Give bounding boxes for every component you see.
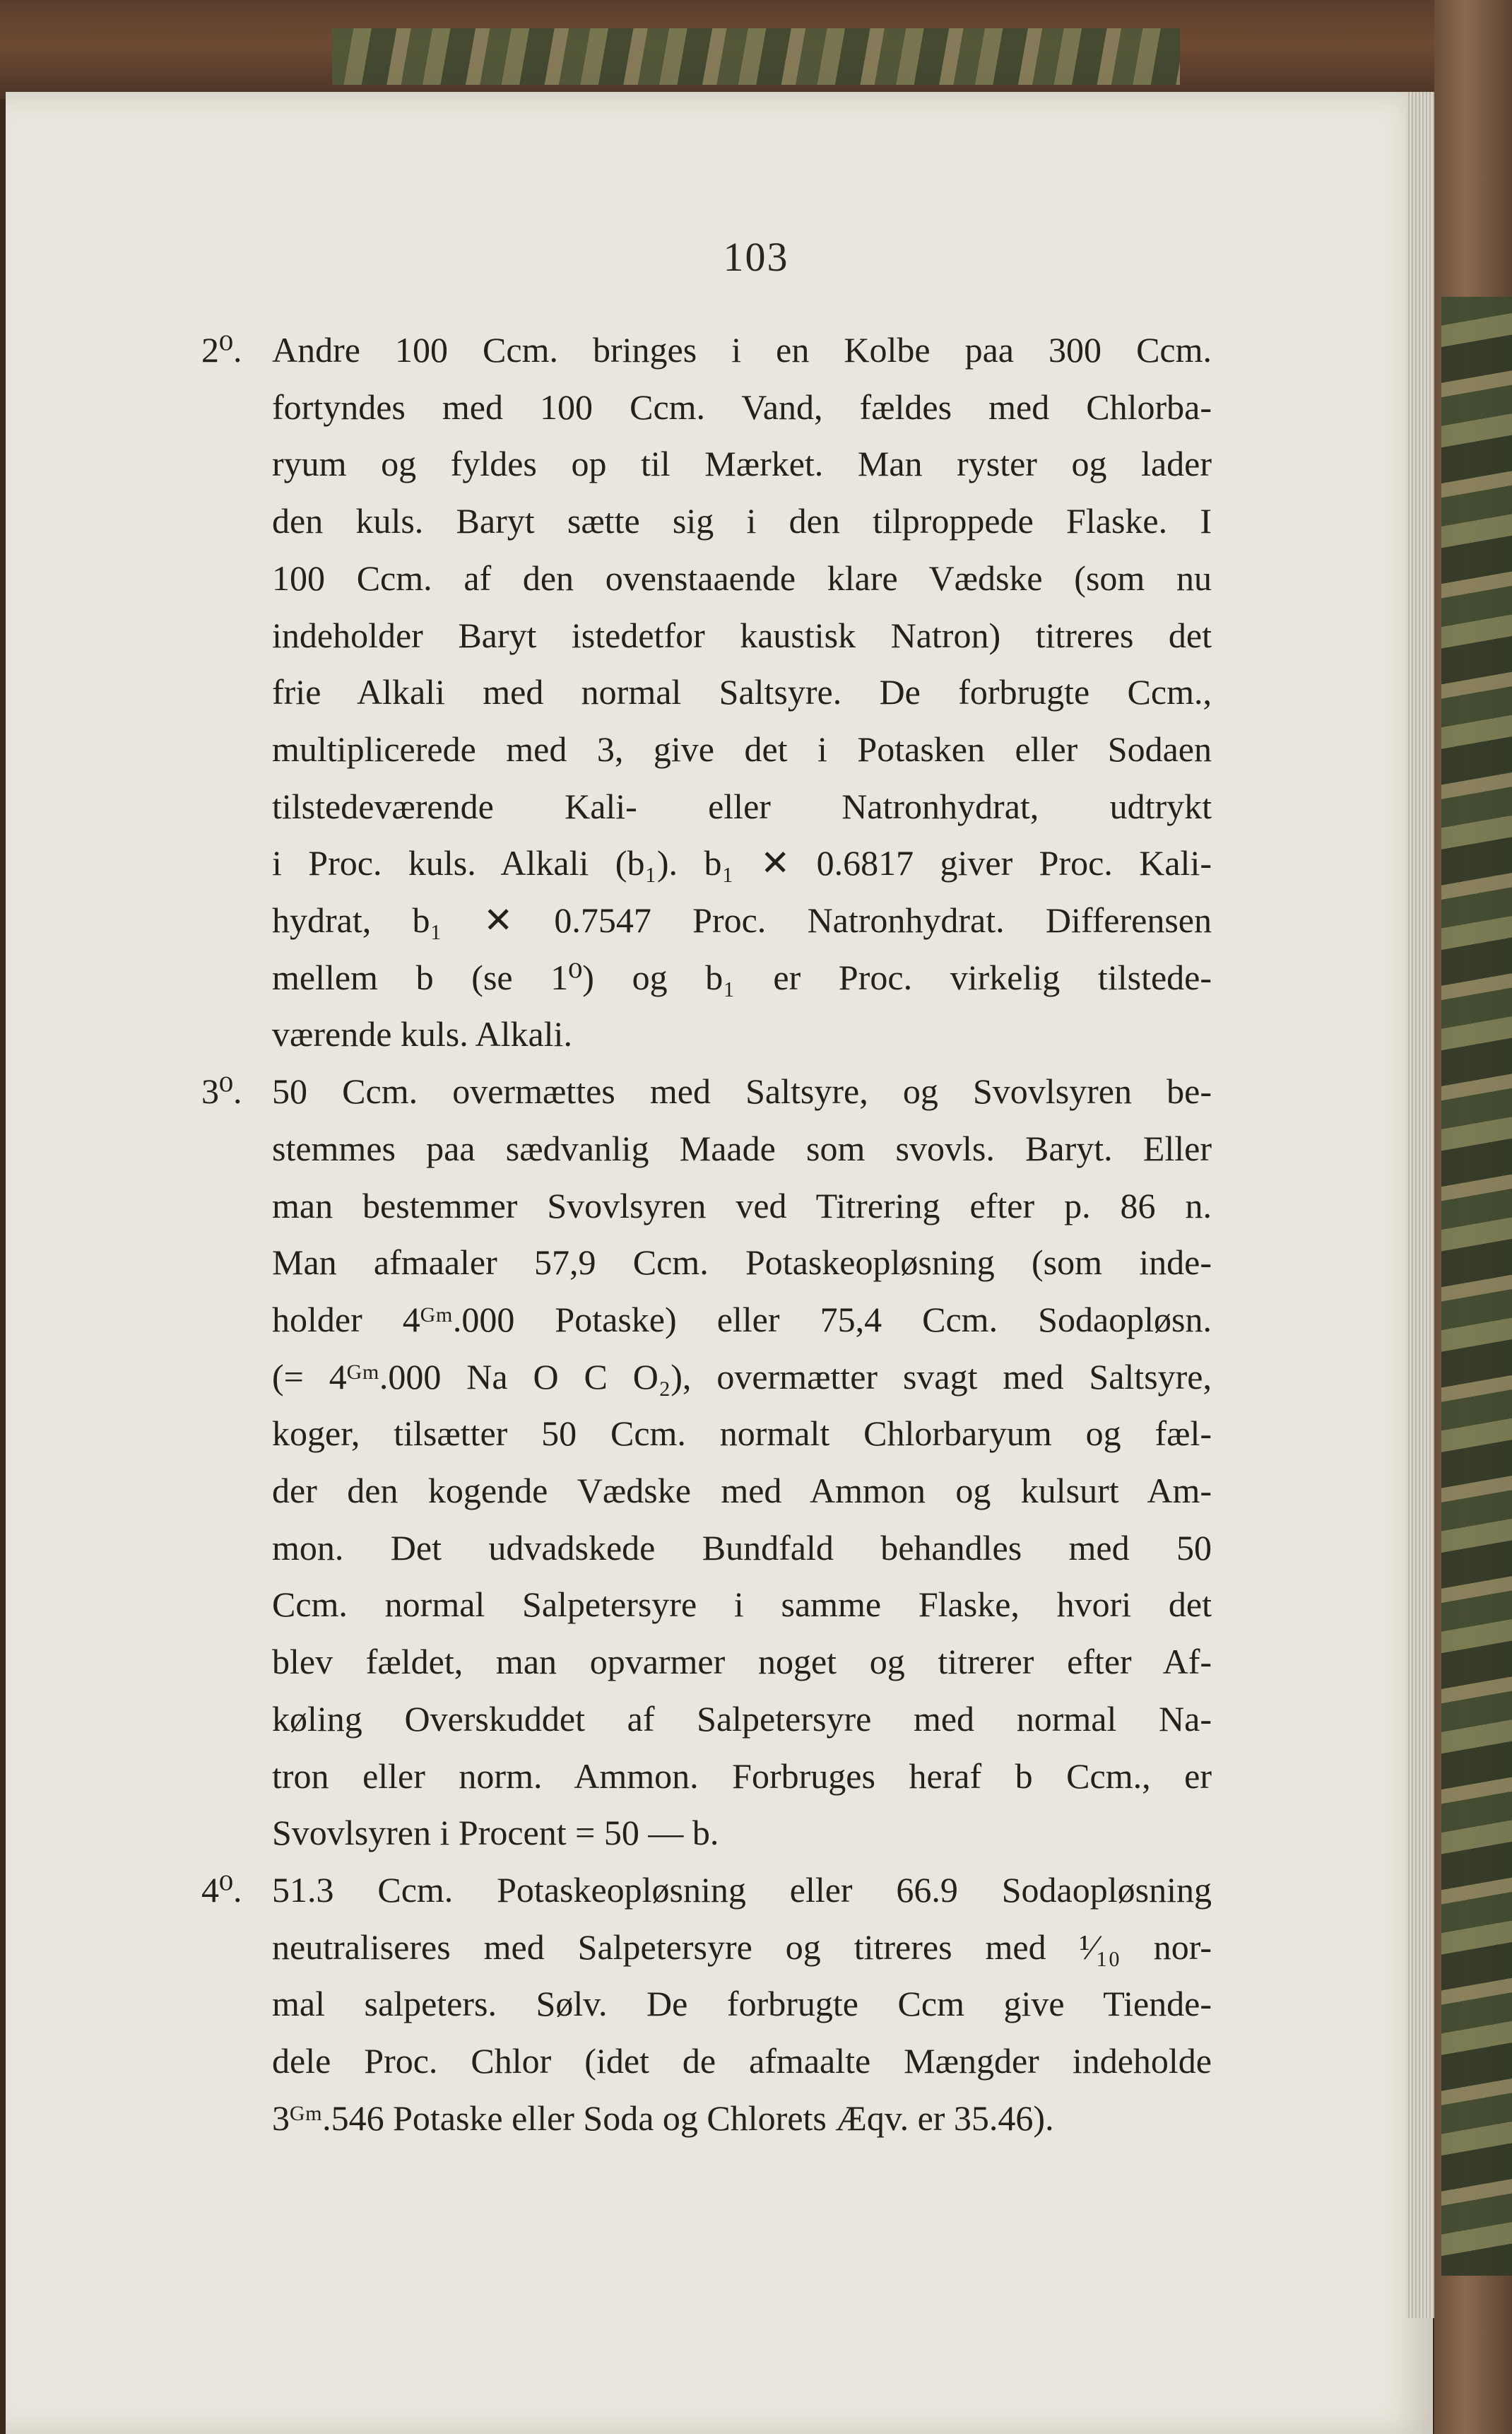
line-text: 100 Ccm. af den ovenstaaende klare Vædske (som nu [272, 558, 1212, 598]
text-line [272, 1919, 1212, 1976]
line-text: indeholder Baryt istedetfor kaustisk Natron) titreres det [272, 615, 1212, 655]
line-text: hydrat, b₁ ✕ 0.7547 Proc. Natronhydrat. Differensen [272, 900, 1212, 941]
text-line [272, 1348, 1212, 1406]
line-text: man bestemmer Svovlsyren ved Titrering efter p. 86 n. [272, 1185, 1212, 1225]
line-text: holder 4ᴳᵐ.000 Potaske) eller 75,4 Ccm. Sodaopløsn. [272, 1299, 1212, 1339]
line-text: neutraliseres med Salpetersyre og titreres med ¹⁄₁₀ nor- [272, 1927, 1212, 1967]
text-line [272, 1006, 1212, 1063]
text-line [272, 1177, 1212, 1235]
text-line [272, 1633, 1212, 1691]
text-line [272, 835, 1212, 892]
text-line [272, 1748, 1212, 1805]
text-line [272, 1691, 1212, 1748]
line-text: Svovlsyren i Procent = 50 — b. [272, 1813, 719, 1853]
line-text: i Proc. kuls. Alkali (b₁). b₁ ✕ 0.6817 giver Proc. Kali- [272, 843, 1212, 883]
line-text: (= 4ᴳᵐ.000 Na O C O₂), overmætter svagt med Saltsyre, [272, 1356, 1212, 1397]
text-line [272, 1120, 1212, 1177]
text-line [272, 493, 1212, 550]
line-text: tron eller norm. Ammon. Forbruges heraf b Ccm., er [272, 1756, 1212, 1796]
text-line [272, 778, 1212, 835]
text-line [272, 607, 1212, 664]
text-line [272, 1291, 1212, 1348]
text-line [272, 664, 1212, 721]
section-number: 2⁰. [201, 330, 242, 370]
text-line [272, 892, 1212, 949]
text-line [272, 1405, 1212, 1462]
line-text: dele Proc. Chlor (idet de afmaalte Mængder indeholde [272, 2041, 1212, 2081]
text-line [272, 1234, 1212, 1291]
marbled-cover-right [1441, 297, 1512, 2276]
section-number: 4⁰. [201, 1869, 242, 1910]
text-line [272, 2033, 1212, 2090]
text-line [272, 721, 1212, 778]
line-text: mellem b (se 1⁰) og b₁ er Proc. virkelig tilstede- [272, 957, 1212, 997]
line-text: tilstedeværende Kali- eller Natronhydrat, udtrykt [272, 786, 1212, 826]
page-edges [1406, 92, 1434, 2318]
text-line [201, 322, 1212, 379]
line-text: koger, tilsætter 50 Ccm. normalt Chlorbaryum og fæl- [272, 1413, 1212, 1454]
line-text: den kuls. Baryt sætte sig i den tilproppede Flaske. I [272, 501, 1212, 541]
text-line [201, 1063, 1212, 1120]
text-line [272, 1519, 1212, 1577]
line-text: ryum og fyldes op til Mærket. Man ryster og lader [272, 444, 1212, 484]
line-text: 3ᴳᵐ.546 Potaske eller Soda og Chlorets Æqv. er 35.46). [272, 2098, 1054, 2138]
text-line [272, 1804, 1212, 1862]
line-text: køling Overskuddet af Salpetersyre med normal Na- [272, 1698, 1212, 1739]
line-text: 50 Ccm. overmættes med Saltsyre, og Svovlsyren be- [272, 1071, 1212, 1112]
marbled-cover-top [332, 28, 1180, 85]
page-text [201, 322, 1212, 2147]
page-number: 103 [723, 234, 789, 280]
line-text: frie Alkali med normal Saltsyre. De forbrugte Ccm., [272, 672, 1212, 712]
line-text: mal salpeters. Sølv. De forbrugte Ccm give Tiende- [272, 1984, 1212, 2024]
text-line [272, 2090, 1212, 2147]
text-line [272, 1576, 1212, 1633]
text-line [272, 435, 1212, 493]
text-line [272, 949, 1212, 1006]
line-text: Man afmaaler 57,9 Ccm. Potaskeopløsning (som inde- [272, 1242, 1212, 1283]
section-number: 3⁰. [201, 1071, 242, 1112]
line-text: multiplicerede med 3, give det i Potasken eller Sodaen [272, 729, 1212, 769]
line-text: mon. Det udvadskede Bundfald behandles med 50 [272, 1527, 1212, 1568]
line-text: Andre 100 Ccm. bringes i en Kolbe paa 300 Ccm. [272, 330, 1212, 370]
text-line [272, 550, 1212, 607]
line-text: Ccm. normal Salpetersyre i samme Flaske, hvori det [272, 1585, 1212, 1625]
line-text: stemmes paa sædvanlig Maade som svovls. Baryt. Eller [272, 1128, 1212, 1168]
text-line [272, 379, 1212, 436]
text-line [201, 1862, 1212, 1919]
line-text: værende kuls. Alkali. [272, 1014, 572, 1054]
text-line [272, 1462, 1212, 1519]
line-text: der den kogende Vædske med Ammon og kulsurt Am- [272, 1471, 1212, 1511]
line-text: blev fældet, man opvarmer noget og titrerer efter Af- [272, 1642, 1212, 1682]
line-text: 51.3 Ccm. Potaskeopløsning eller 66.9 Sodaopløsning [272, 1869, 1212, 1910]
line-text: fortyndes med 100 Ccm. Vand, fældes med Chlorba- [272, 387, 1212, 427]
text-line [272, 1975, 1212, 2033]
